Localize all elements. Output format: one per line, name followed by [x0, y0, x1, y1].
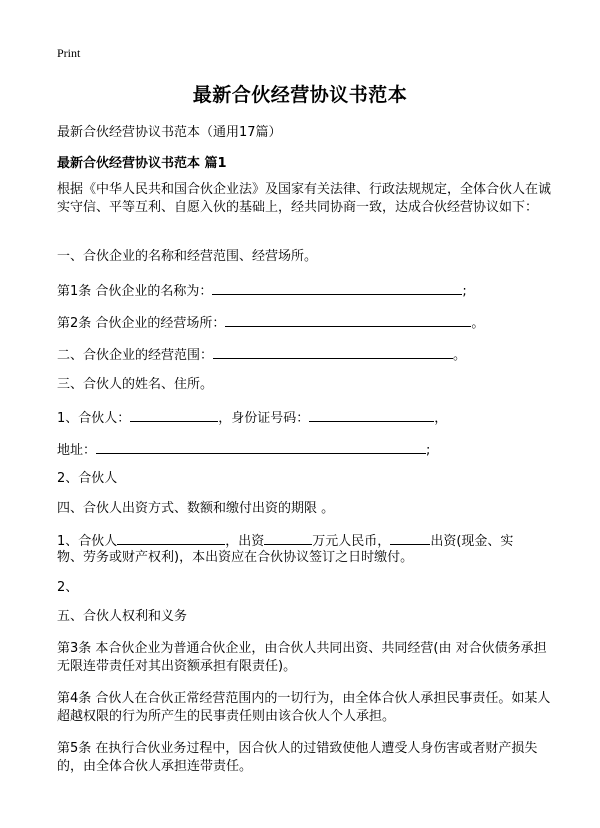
address-line: [57, 440, 430, 460]
contribution-2-line: 2、: [57, 580, 79, 595]
item-2-end: 。: [453, 348, 467, 363]
article-2-label: 第2条 合伙企业的经营场所：: [57, 316, 226, 331]
intro-paragraph: 根据《中华人民共和国合伙企业法》及国家有关法律、行政法规规定，全体合伙人在诚实守信、平等互利、自愿入伙的基础上，经共同协商一致，达成合伙经营协议如下：: [57, 182, 552, 215]
contribution-line-1: [57, 531, 513, 551]
section-heading: 最新合伙经营协议书范本 篇1: [57, 156, 227, 171]
partner-1-label: 1、合伙人：: [57, 411, 131, 426]
item-3-heading: 三、合伙人的姓名、住所。: [57, 377, 214, 392]
business-location-blank: [225, 313, 471, 327]
article-2-end: 。: [471, 316, 485, 331]
partner-name-blank: [130, 408, 218, 422]
article-2-line: [57, 313, 484, 333]
address-end: ;: [426, 443, 431, 458]
contribution-line-2: 物、劳务或财产权利)，本出资应在合伙协议签订之日时缴付。: [57, 550, 414, 565]
article-3-paragraph: 第3条 本合伙企业为普通合伙企业，由合伙人共同出资、共同经营(由 对合伙债务承担无限连带责任对其出资额承担有限责任)。: [57, 641, 547, 674]
item-1-heading: 一、合伙企业的名称和经营范围、经营场所。: [57, 249, 318, 264]
partner-1-line: [57, 408, 447, 428]
address-label: 地址：: [57, 443, 97, 458]
item-2-label: 二、合伙企业的经营范围：: [57, 348, 214, 363]
article-1-end: ;: [462, 284, 467, 299]
id-number-label: ，身份证号码：: [218, 411, 310, 426]
contrib-partner-label: 1、合伙人: [57, 534, 118, 549]
id-number-blank: [309, 408, 434, 422]
article-1-line: [57, 281, 467, 301]
item-2-line: [57, 345, 466, 365]
article-4-paragraph: 第4条 合伙人在合伙正常经营范围内的一切行为，由全体合伙人承担民事责任。如某人超越权限的行为所产生的民事责任则由该合伙人个人承担。: [57, 691, 551, 724]
contrib-currency-label: 万元人民币，: [312, 534, 391, 549]
partner-2-line: 2、合伙人: [57, 471, 118, 486]
address-blank: [96, 440, 426, 454]
item-4-heading: 四、合伙人出资方式、数额和缴付出资的期限 。: [57, 501, 335, 516]
page-title: 最新合伙经营协议书范本: [192, 84, 408, 106]
print-link[interactable]: Print: [57, 46, 81, 60]
contrib-method-label: 出资(现金、实: [430, 534, 514, 549]
article-5-paragraph: 第5条 在执行合伙业务过程中，因合伙人的过错致使他人遭受人身伤害或者财产损失的，由全体合伙人承担连带责任。: [57, 741, 538, 774]
contrib-amount-blank: [264, 531, 312, 545]
company-name-blank: [212, 281, 462, 295]
contrib-amount-label: ，出资: [225, 534, 265, 549]
id-end: ，: [434, 411, 448, 426]
contrib-partner-blank: [117, 531, 225, 545]
business-scope-blank: [213, 345, 453, 359]
item-5-heading: 五、合伙人权利和义务: [57, 609, 188, 624]
contrib-method-blank: [390, 531, 430, 545]
document-subtitle: 最新合伙经营协议书范本（通用17篇）: [57, 125, 282, 140]
article-1-label: 第1条 合伙企业的名称为：: [57, 284, 213, 299]
